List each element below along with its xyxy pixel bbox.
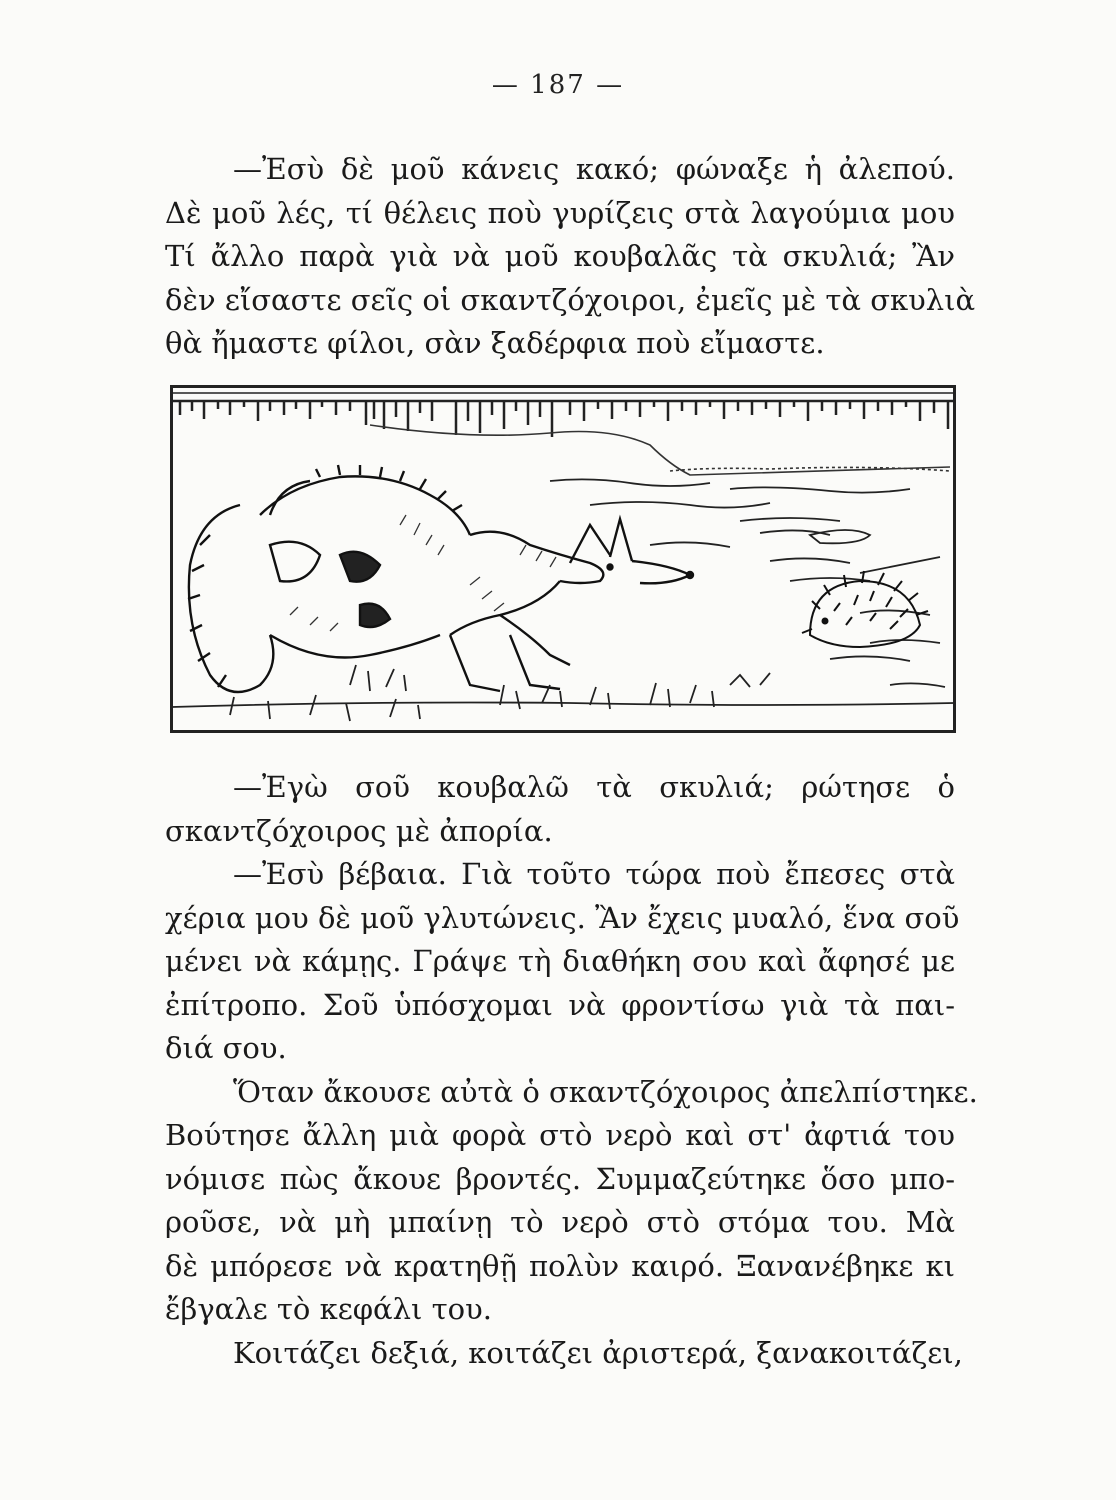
- text-line: —Ἐσὺ βέβαια. Γιὰ τοῦτο τώρα ποὺ ἔπεσες στὰ: [233, 857, 955, 891]
- text-line: Δὲ μοῦ λές, τί θέλεις ποὺ γυρίζεις στὰ λαγούμια μου: [165, 195, 955, 230]
- hedgehog-figure: [802, 571, 928, 647]
- fur-hatching: [290, 515, 556, 631]
- text-line: —Ἐσὺ δὲ μοῦ κάνεις κακό; φώναξε ἡ ἀλεπού.: [233, 152, 955, 186]
- text-line: νόμισε πὼς ἄκουε βροντές. Συμμαζεύτηκε ὅσο μπο-: [165, 1161, 955, 1196]
- top-paragraph: [165, 148, 976, 366]
- fox-figure: [188, 465, 693, 692]
- text-line: Ὅταν ἄκουσε αὐτὰ ὁ σκαντζόχοιρος ἀπελπίστηκε.: [233, 1074, 978, 1109]
- illustration-fox-hedgehog: [170, 385, 956, 735]
- text-line: Τί ἄλλο παρὰ γιὰ νὰ μοῦ κουβαλᾶς τὰ σκυλιά; Ἂν: [165, 239, 955, 273]
- text-line: ἔβγαλε τὸ κεφάλι του.: [165, 1292, 492, 1326]
- top-fringe: [172, 393, 954, 437]
- illustration-drawing: [170, 385, 956, 735]
- ground-grass: [172, 665, 954, 721]
- text-line: Βούτησε ἄλλη μιὰ φορὰ στὸ νερὸ καὶ στ' ἀφτιά του: [165, 1118, 955, 1152]
- text-line: Κοιτάζει δεξιά, κοιτάζει ἀριστερά, ξανακοιτάζει,: [233, 1335, 963, 1370]
- text-line: θὰ ἤμαστε φίλοι, σὰν ξαδέρφια ποὺ εἴμαστε.: [165, 326, 825, 360]
- text-line: —Ἐγὼ σοῦ κουβαλῶ τὰ σκυλιά; ρώτησε ὁ: [233, 770, 955, 804]
- text-line: ροῦσε, νὰ μὴ μπαίνῃ τὸ νερὸ στὸ στόμα του. Μὰ: [165, 1205, 955, 1239]
- illustration-frame: [172, 387, 955, 732]
- text-line: μένει νὰ κάμῃς. Γράψε τὴ διαθήκη σου καὶ ἄφησέ με: [165, 944, 955, 978]
- text-line: σκαντζόχοιρος μὲ ἀπορία.: [165, 813, 553, 848]
- text-line: διά σου.: [165, 1031, 287, 1065]
- text-line: ἐπίτροπο. Σοῦ ὑπόσχομαι νὰ φροντίσω γιὰ τὰ παι-: [165, 987, 955, 1022]
- text-line: χέρια μου δὲ μοῦ γλυτώνεις. Ἂν ἔχεις μυαλό, ἕνα σοῦ: [165, 900, 960, 935]
- page-number: — 187 —: [491, 70, 625, 100]
- bottom-paragraphs: [165, 766, 978, 1375]
- text-line: δὲν εἴσαστε σεῖς οἱ σκαντζόχοιροι, ἐμεῖς μὲ τὰ σκυλιὰ: [165, 282, 976, 317]
- text-line: δὲ μπόρεσε νὰ κρατηθῇ πολὺν καιρό. Ξανανέβηκε κι: [165, 1248, 955, 1283]
- water-ripples: [550, 479, 945, 687]
